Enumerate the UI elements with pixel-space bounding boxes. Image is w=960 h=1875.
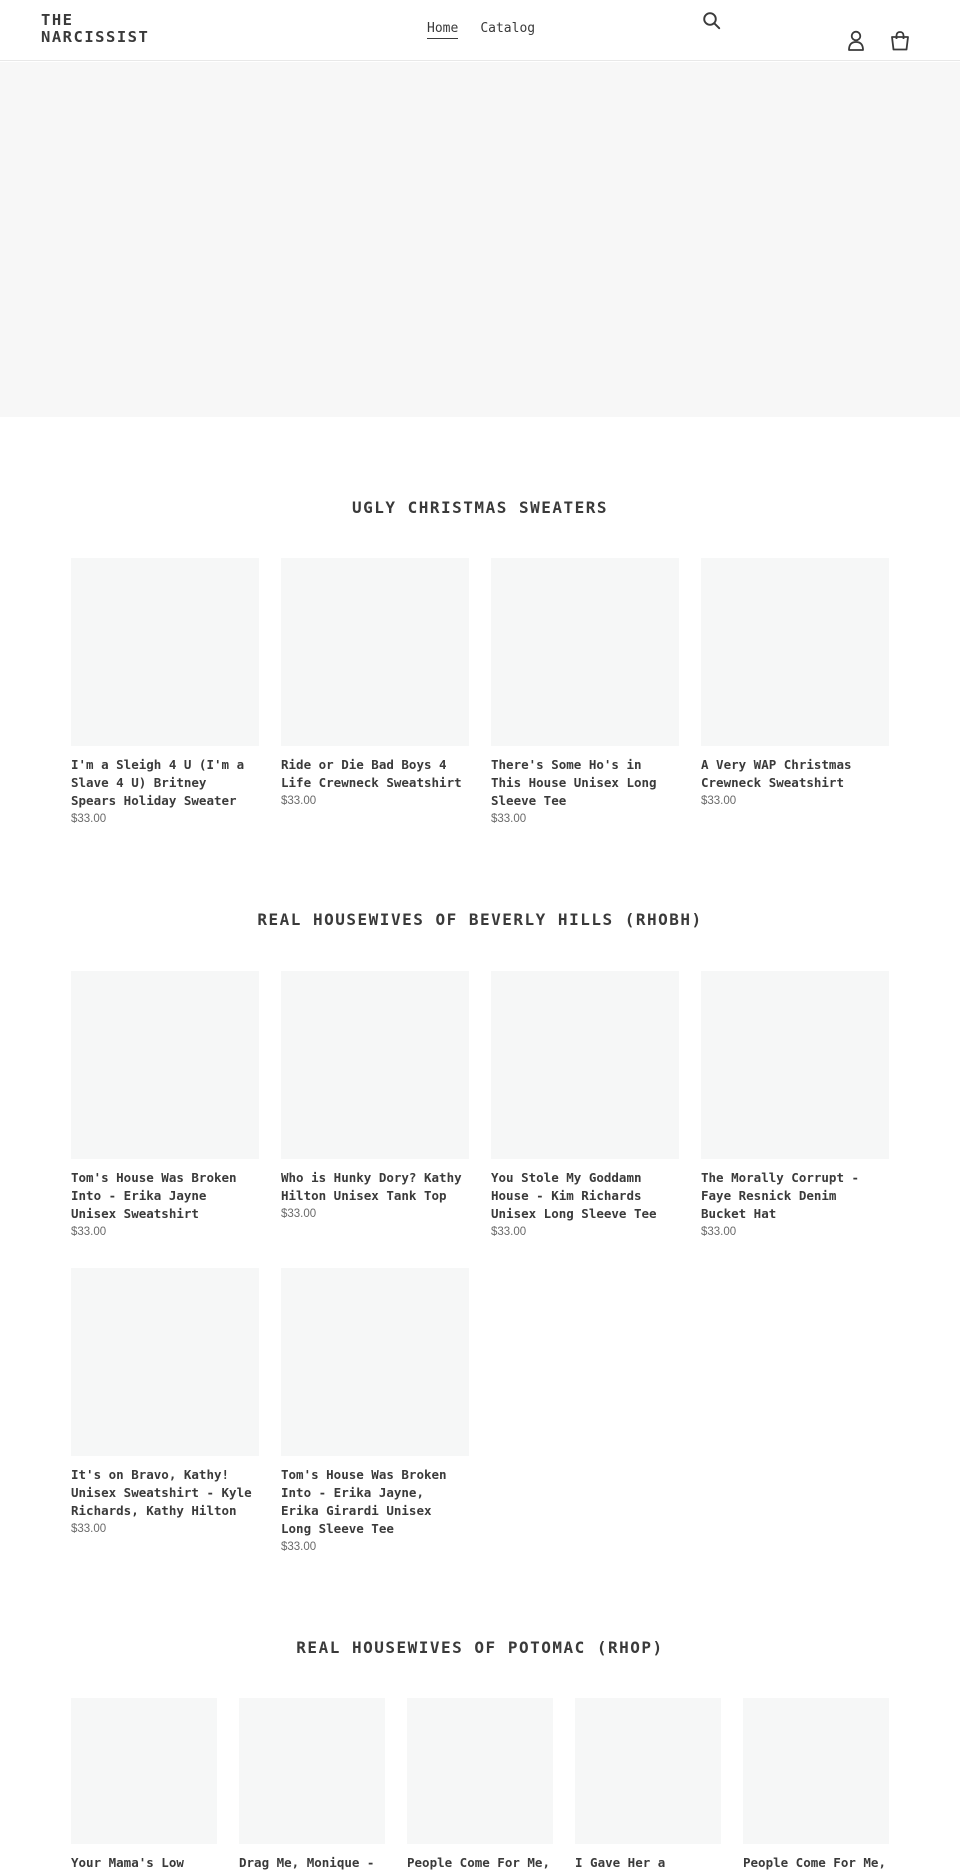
product-grid xyxy=(71,971,889,1555)
product-title: People Come For Me, xyxy=(743,1855,886,1870)
product-grid xyxy=(71,558,889,827)
product-title: Tom's House Was Broken Into - Erika Jayne, Erika Girardi Unisex Long Sleeve Tee xyxy=(281,1467,447,1536)
product-image xyxy=(281,1268,469,1456)
product-image xyxy=(71,558,259,746)
product-title: The Morally Corrupt - Faye Resnick Denim Bucket Hat xyxy=(701,1170,860,1221)
product-card[interactable] xyxy=(71,1698,217,1872)
product-card[interactable] xyxy=(71,558,259,827)
product-card[interactable] xyxy=(701,971,889,1268)
cart-button[interactable] xyxy=(889,30,911,52)
product-card[interactable] xyxy=(71,971,259,1268)
product-title: A Very WAP Christmas Crewneck Sweatshirt xyxy=(701,757,852,790)
product-price: $33.00 xyxy=(701,1226,737,1238)
collection-title: REAL HOUSEWIVES OF POTOMAC (RHOP) xyxy=(296,1638,664,1657)
product-image xyxy=(71,971,259,1159)
account-button[interactable] xyxy=(846,30,866,52)
user-icon xyxy=(846,30,866,52)
product-card[interactable] xyxy=(491,971,679,1268)
product-image xyxy=(743,1698,889,1844)
nav-item-catalog[interactable]: Catalog xyxy=(480,21,536,36)
hero-banner xyxy=(0,62,960,417)
product-card[interactable] xyxy=(239,1698,385,1872)
product-title: I Gave Her a xyxy=(575,1855,666,1870)
product-title: Drag Me, Monique - xyxy=(239,1855,375,1870)
cart-icon xyxy=(889,30,911,52)
product-price: $33.00 xyxy=(491,1226,527,1238)
product-title: You Stole My Goddamn House - Kim Richards Unisex Long Sleeve Tee xyxy=(491,1170,657,1221)
product-image xyxy=(71,1698,217,1844)
product-title: Your Mama's Low xyxy=(71,1855,184,1870)
product-price: $33.00 xyxy=(71,1226,107,1238)
product-card[interactable] xyxy=(701,558,889,827)
product-image xyxy=(701,558,889,746)
product-card[interactable] xyxy=(491,558,679,827)
search-button[interactable] xyxy=(702,11,722,31)
product-price: $33.00 xyxy=(701,795,737,807)
product-image xyxy=(71,1268,259,1456)
collection-title: REAL HOUSEWIVES OF BEVERLY HILLS (RHOBH) xyxy=(257,910,703,929)
product-image xyxy=(575,1698,721,1844)
product-card[interactable] xyxy=(575,1698,721,1872)
product-price: $33.00 xyxy=(281,795,317,807)
product-title: I'm a Sleigh 4 U (I'm a Slave 4 U) Britney Spears Holiday Sweater xyxy=(71,757,245,808)
product-card[interactable] xyxy=(281,1268,469,1555)
product-price: $33.00 xyxy=(491,813,527,825)
product-image xyxy=(239,1698,385,1844)
collection-title: UGLY CHRISTMAS SWEATERS xyxy=(351,498,609,517)
product-price: $33.00 xyxy=(71,1523,107,1535)
product-card[interactable] xyxy=(281,558,469,827)
product-price: $33.00 xyxy=(281,1541,317,1553)
product-title: There's Some Ho's in This House Unisex Long Sleeve Tee xyxy=(491,757,657,808)
product-title: Tom's House Was Broken Into - Erika Jayne Unisex Sweatshirt xyxy=(71,1170,237,1221)
product-image xyxy=(701,971,889,1159)
site-logo[interactable] xyxy=(41,12,149,46)
product-price: $33.00 xyxy=(281,1208,317,1220)
logo-line-1: THE xyxy=(41,11,74,29)
product-card[interactable] xyxy=(281,971,469,1268)
product-image xyxy=(491,971,679,1159)
product-price: $33.00 xyxy=(71,813,107,825)
product-card[interactable] xyxy=(407,1698,553,1872)
product-image xyxy=(281,971,469,1159)
product-image xyxy=(407,1698,553,1844)
main-nav xyxy=(427,20,535,39)
product-card[interactable] xyxy=(743,1698,889,1872)
product-grid xyxy=(71,1698,889,1872)
logo-line-2: NARCISSIST xyxy=(41,28,150,46)
product-title: It's on Bravo, Kathy! Unisex Sweatshirt - Kyle Richards, Kathy Hilton xyxy=(71,1467,252,1518)
search-icon xyxy=(702,11,722,31)
product-image xyxy=(491,558,679,746)
product-title: Who is Hunky Dory? Kathy Hilton Unisex Tank Top xyxy=(281,1170,462,1203)
nav-item-home[interactable]: Home xyxy=(427,20,458,39)
product-card[interactable] xyxy=(71,1268,259,1555)
product-title: Ride or Die Bad Boys 4 Life Crewneck Sweatshirt xyxy=(281,757,462,790)
site-header xyxy=(0,0,960,61)
product-title: People Come For Me, xyxy=(407,1855,550,1870)
product-image xyxy=(281,558,469,746)
